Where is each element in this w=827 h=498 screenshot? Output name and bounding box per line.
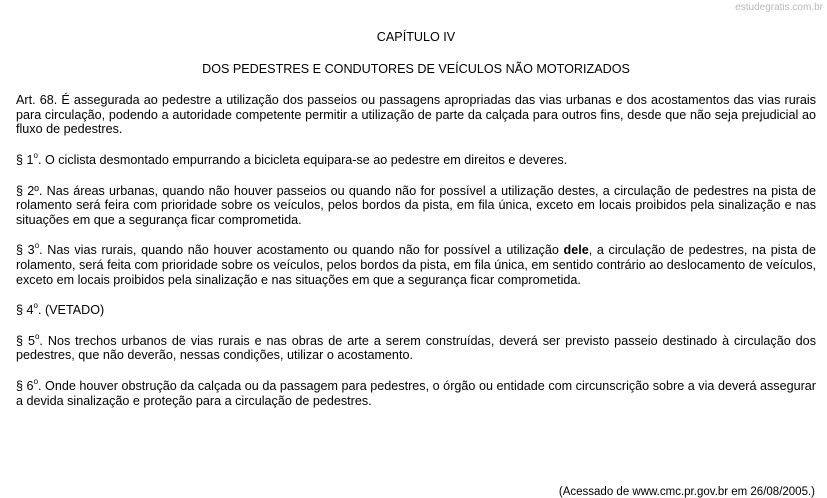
paragraph-3-ordinal: o (34, 241, 40, 251)
watermark: estudegratis.com.br (735, 2, 823, 13)
paragraph-5-text: . Nos trechos urbanos de vias rurais e nas obras de arte a serem construídas, deverá ser previsto passeio destinado à circulação dos pedestres, que não deverão, nessas condições, utilizar o acostamento. (16, 333, 816, 363)
paragraph-6-text: . Onde houver obstrução da calçada ou da passagem para pedestres, o órgão ou entidade com circunscrição sobre a via deverá assegurar a devida sinalização e proteção para a circulação de pedestres. (16, 378, 816, 408)
paragraph-1 (16, 150, 816, 168)
paragraph-3-text-before: . Nas vias rurais, quando não houver acostamento ou quando não for possível a utilização (39, 243, 564, 258)
paragraph-4-text: . (VETADO) (37, 303, 105, 318)
paragraph-2: § 2º. Nas áreas urbanas, quando não houver passeios ou quando não for possível a utilização destes, a circulação de pedestres na pista de rolamento será feira com prioridade sobre os veículos, pelos bordos da pista, em fila única, exceto em locais proibidos pela sinalização e nas situações em que a segurança ficar comprometida. (16, 183, 816, 227)
paragraph-4 (16, 303, 816, 318)
paragraph-5-ordinal: o (34, 331, 40, 341)
paragraph-4-prefix: § 4 (16, 303, 34, 318)
paragraph-4-ordinal: o (33, 301, 38, 311)
paragraph-3-text-after: , a circulação de pedestres, na pista de rolamento, será feita com prioridade sobre os veículos, pelos bordos da pista, em fila única, em sentido contrário ao deslocamento de veículos, exceto em locais proibidos pela sinalização e nas situações em que a segurança ficar comprometida. (16, 243, 816, 287)
paragraph-6 (16, 376, 816, 408)
paragraph-3-bold-word: dele (563, 243, 589, 258)
paragraph-1-ordinal: o (33, 150, 38, 160)
paragraph-5 (16, 331, 816, 363)
paragraph-1-prefix: § 1 (16, 152, 34, 167)
paragraph-3 (16, 243, 816, 287)
chapter-title: DOS PEDESTRES E CONDUTORES DE VEÍCULOS NÃO MOTORIZADOS (202, 61, 630, 76)
paragraph-3-prefix: § 3 (16, 243, 35, 258)
document-body (16, 30, 816, 408)
article-68: Art. 68. É assegurada ao pedestre a utilização dos passeios ou passagens apropriadas das vias urbanas e dos acostamentos das vias rurais para circulação, podendo a autoridade competente permitir a utilização de parte da calçada para outros fins, desde que não seja prejudicial ao fluxo de pedestres. (16, 93, 816, 137)
paragraph-6-prefix: § 6 (16, 378, 34, 393)
chapter-heading: CAPÍTULO IV (376, 30, 456, 44)
paragraph-6-ordinal: o (33, 376, 39, 386)
source-citation: (Acessado de www.cmc.pr.gov.br em 26/08/2005.) (558, 486, 815, 498)
paragraph-5-prefix: § 5 (16, 333, 35, 348)
paragraph-1-text: . O ciclista desmontado empurrando a bicicleta equipara-se ao pedestre em direitos e deveres. (37, 152, 568, 167)
